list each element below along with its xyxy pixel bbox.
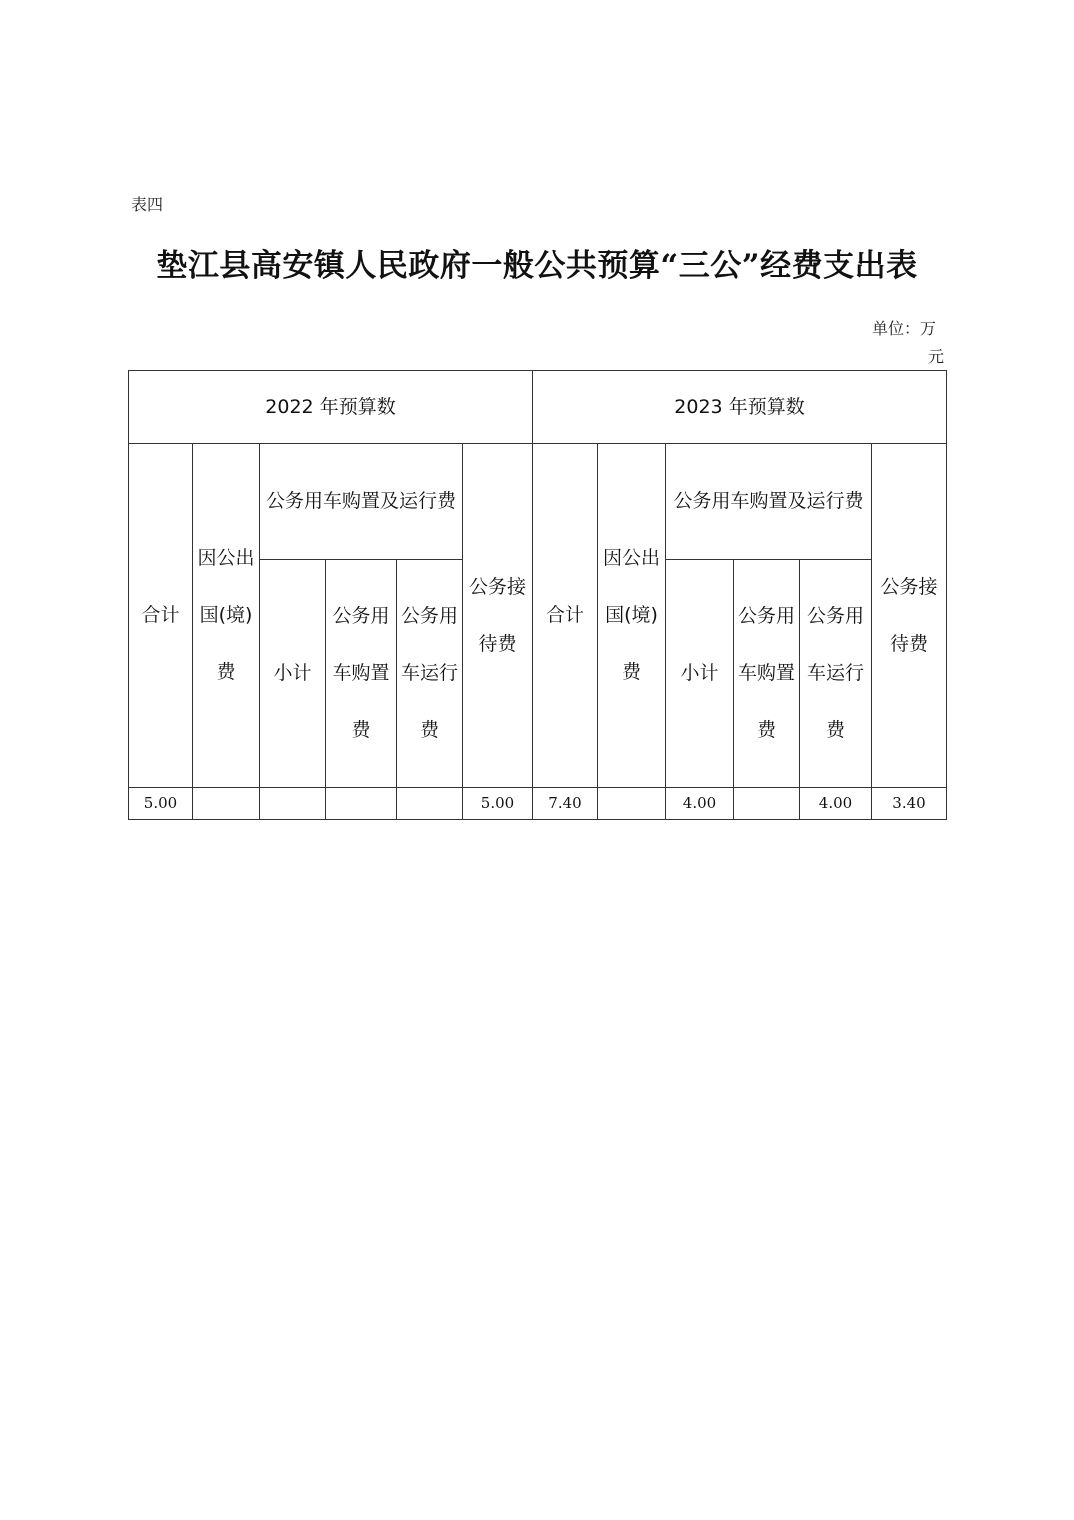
document-title: 垫江县高安镇人民政府一般公共预算“三公”经费支出表 xyxy=(156,248,918,284)
header-2023-subtotal: 小计 xyxy=(666,560,734,788)
value-2023-reception: 3.40 xyxy=(872,788,947,820)
header-2022-reception: 公务接待费 xyxy=(463,444,533,788)
header-2023-vehicle-operation: 公务用车运行费 xyxy=(800,560,872,788)
value-2023-subtotal: 4.00 xyxy=(666,788,734,820)
table-label: 表四 xyxy=(131,195,164,214)
header-2022-vehicle-operation: 公务用车运行费 xyxy=(397,560,463,788)
header-2022-vehicle-group: 公务用车购置及运行费 xyxy=(260,444,463,560)
header-2022-vehicle-purchase: 公务用车购置费 xyxy=(326,560,397,788)
value-2022-reception: 5.00 xyxy=(463,788,533,820)
unit-label-continued: 元 xyxy=(928,347,945,366)
value-2022-vehicle-purchase xyxy=(326,788,397,820)
three-public-expense-table xyxy=(128,370,947,820)
header-2022-subtotal: 小计 xyxy=(260,560,326,788)
header-2023-vehicle-purchase: 公务用车购置费 xyxy=(734,560,800,788)
value-2022-subtotal xyxy=(260,788,326,820)
value-2022-total: 5.00 xyxy=(129,788,193,820)
header-2023-reception: 公务接待费 xyxy=(872,444,947,788)
value-2022-vehicle-operation xyxy=(397,788,463,820)
header-2023-vehicle-group: 公务用车购置及运行费 xyxy=(666,444,872,560)
value-2023-abroad xyxy=(598,788,666,820)
data-row xyxy=(129,788,947,820)
header-2022-budget: 2022 年预算数 xyxy=(129,371,533,444)
header-row-categories xyxy=(129,444,947,560)
unit-label: 单位：万 xyxy=(872,319,937,338)
value-2023-vehicle-purchase xyxy=(734,788,800,820)
value-2022-abroad xyxy=(193,788,260,820)
header-2022-abroad: 因公出国(境)费 xyxy=(193,444,260,788)
header-2022-total: 合计 xyxy=(129,444,193,788)
header-row-years xyxy=(129,371,947,444)
header-2023-budget: 2023 年预算数 xyxy=(533,371,947,444)
value-2023-total: 7.40 xyxy=(533,788,598,820)
header-2023-abroad: 因公出国(境)费 xyxy=(598,444,666,788)
header-2023-total: 合计 xyxy=(533,444,598,788)
value-2023-vehicle-operation: 4.00 xyxy=(800,788,872,820)
